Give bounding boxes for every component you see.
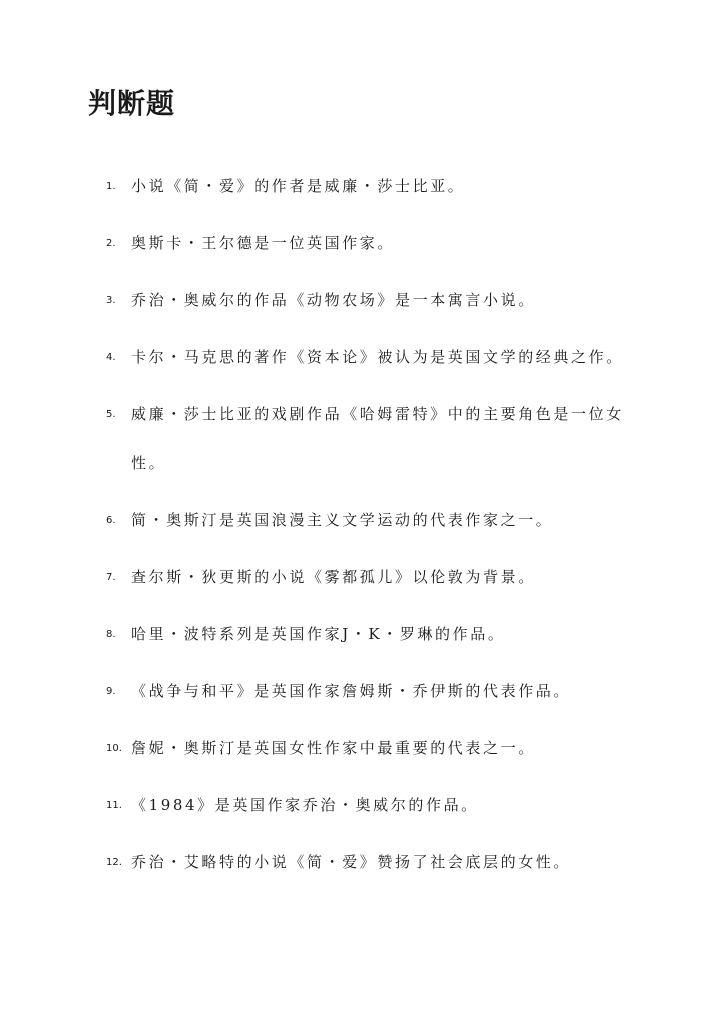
page-title: 判断题: [88, 87, 176, 120]
question-number: 2.: [106, 238, 116, 249]
question-number: 6.: [106, 515, 116, 526]
question-number: 9.: [106, 686, 116, 697]
question-number: 10.: [106, 743, 122, 754]
question-text: 小说《简・爱》的作者是威廉・莎士比亚。: [131, 177, 466, 195]
question-list: [106, 170, 626, 903]
question-text: 詹妮・奥斯汀是英国女性作家中最重要的代表之一。: [131, 739, 536, 757]
question-number: 5.: [106, 409, 116, 420]
question-text: 卡尔・马克思的著作《资本论》被认为是英国文学的经典之作。: [131, 348, 624, 366]
question-text: 哈里・波特系列是英国作家J・K・罗琳的作品。: [131, 625, 506, 643]
question-text: 乔治・奥威尔的作品《动物农场》是一本寓言小说。: [131, 291, 536, 309]
question-text: 乔治・艾略特的小说《简・爱》赞扬了社会底层的女性。: [131, 853, 572, 871]
question-number: 4.: [106, 352, 116, 363]
question-text: 威廉・莎士比亚的戏剧作品《哈姆雷特》中的主要角色是一位女性。: [131, 405, 624, 472]
question-number: 12.: [106, 857, 122, 868]
question-number: 3.: [106, 295, 116, 306]
question-text: 《战争与和平》是英国作家詹姆斯・乔伊斯的代表作品。: [131, 682, 572, 700]
question-number: 7.: [106, 572, 116, 583]
question-item: [106, 846, 626, 903]
question-number: 1.: [106, 181, 116, 192]
question-item: [106, 398, 626, 504]
question-text: 《1984》是英国作家乔治・奥威尔的作品。: [131, 796, 479, 814]
question-text: 查尔斯・狄更斯的小说《雾都孤儿》以伦敦为背景。: [131, 568, 536, 586]
question-text: 简・奥斯汀是英国浪漫主义文学运动的代表作家之一。: [131, 511, 554, 529]
question-number: 11.: [106, 800, 122, 811]
question-text: 奥斯卡・王尔德是一位英国作家。: [131, 234, 396, 252]
question-number: 8.: [106, 629, 116, 640]
